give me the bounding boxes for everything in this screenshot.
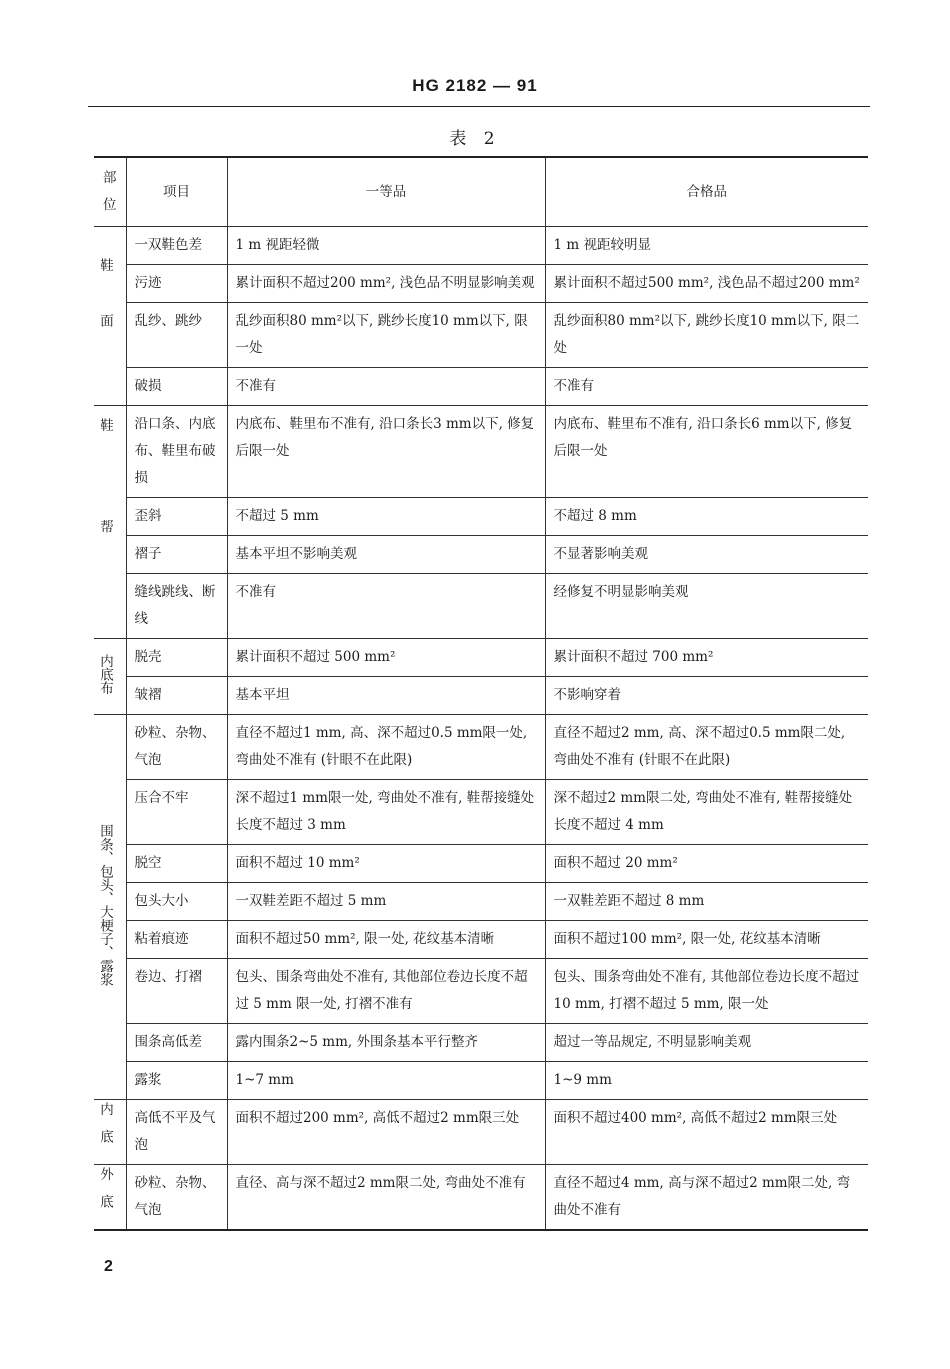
document-header: HG 2182 — 91 (412, 76, 538, 95)
table-row (94, 536, 868, 574)
item-cell: 高低不平及气泡 (126, 1100, 227, 1165)
qualified-cell: 一双鞋差距不超过 8 mm (545, 883, 868, 921)
table-row (94, 368, 868, 406)
qualified-cell: 累计面积不超过 700 mm² (545, 639, 868, 677)
first-grade-cell: 面积不超过50 mm², 限一处, 花纹基本清晰 (227, 921, 545, 959)
part-cell-shoe-upper (94, 227, 126, 406)
table-row (94, 1024, 868, 1062)
qualified-cell: 深不超过2 mm限二处, 弯曲处不准有, 鞋帮接缝处长度不超过 4 mm (545, 780, 868, 845)
item-cell: 包头大小 (126, 883, 227, 921)
part-cell-shoe-vamp (94, 406, 126, 639)
first-grade-cell: 累计面积不超过 500 mm² (227, 639, 545, 677)
first-grade-cell: 不准有 (227, 368, 545, 406)
table-row (94, 1165, 868, 1231)
item-cell: 粘着痕迹 (126, 921, 227, 959)
qualified-cell: 内底布、鞋里布不准有, 沿口条长6 mm以下, 修复后限一处 (545, 406, 868, 498)
first-grade-cell: 露内围条2~5 mm, 外围条基本平行整齐 (227, 1024, 545, 1062)
part-label: 围条、包头、大梗子、露浆 (97, 823, 113, 986)
qualified-cell: 包头、围条弯曲处不准有, 其他部位卷边长度不超过 10 mm, 打褶不超过 5 mm, 限一处 (545, 959, 868, 1024)
table-row (94, 303, 868, 368)
table-row (94, 677, 868, 715)
item-cell: 缝线跳线、断线 (126, 574, 227, 639)
quality-spec-table (94, 156, 868, 1231)
table-row (94, 845, 868, 883)
first-grade-cell: 乱纱面积80 mm²以下, 跳纱长度10 mm以下, 限一处 (227, 303, 545, 368)
item-cell: 露浆 (126, 1062, 227, 1100)
first-grade-cell: 面积不超过 10 mm² (227, 845, 545, 883)
part-cell-insole-cloth (94, 639, 126, 715)
table-title: 表 2 (449, 129, 501, 149)
first-grade-cell: 包头、围条弯曲处不准有, 其他部位卷边长度不超过 5 mm 限一处, 打褶不准有 (227, 959, 545, 1024)
table-row (94, 921, 868, 959)
first-grade-cell: 面积不超过200 mm², 高低不超过2 mm限三处 (227, 1100, 545, 1165)
first-grade-cell: 1 m 视距轻微 (227, 227, 545, 265)
qualified-cell: 不超过 8 mm (545, 498, 868, 536)
item-cell: 压合不牢 (126, 780, 227, 845)
part-label: 内底 (97, 1102, 113, 1157)
item-cell: 破损 (126, 368, 227, 406)
first-grade-cell: 一双鞋差距不超过 5 mm (227, 883, 545, 921)
first-grade-cell: 深不超过1 mm限一处, 弯曲处不准有, 鞋帮接缝处长度不超过 3 mm (227, 780, 545, 845)
column-header-first-grade: 一等品 (227, 157, 545, 227)
first-grade-cell: 基本平坦不影响美观 (227, 536, 545, 574)
table-row (94, 227, 868, 265)
table-row (94, 959, 868, 1024)
qualified-cell: 不显著影响美观 (545, 536, 868, 574)
item-cell: 污迹 (126, 265, 227, 303)
qualified-cell: 1 m 视距较明显 (545, 227, 868, 265)
first-grade-cell: 内底布、鞋里布不准有, 沿口条长3 mm以下, 修复后限一处 (227, 406, 545, 498)
qualified-cell: 不影响穿着 (545, 677, 868, 715)
column-header-item: 项目 (126, 157, 227, 227)
qualified-cell: 面积不超过 20 mm² (545, 845, 868, 883)
item-cell: 卷边、打褶 (126, 959, 227, 1024)
table-row (94, 265, 868, 303)
part-label: 外底 (97, 1167, 113, 1222)
part-cell-outsole (94, 1165, 126, 1231)
part-cell-insole (94, 1100, 126, 1165)
qualified-cell: 乱纱面积80 mm²以下, 跳纱长度10 mm以下, 限二处 (545, 303, 868, 368)
item-cell: 围条高低差 (126, 1024, 227, 1062)
column-header-part: 部位 (94, 157, 126, 227)
qualified-cell: 1~9 mm (545, 1062, 868, 1100)
part-cell-foxing (94, 715, 126, 1100)
first-grade-cell: 不准有 (227, 574, 545, 639)
qualified-cell: 面积不超过400 mm², 高低不超过2 mm限三处 (545, 1100, 868, 1165)
first-grade-cell: 直径、高与深不超过2 mm限二处, 弯曲处不准有 (227, 1165, 545, 1231)
item-cell: 乱纱、跳纱 (126, 303, 227, 368)
item-cell: 皱褶 (126, 677, 227, 715)
item-cell: 脱空 (126, 845, 227, 883)
page-number: 2 (104, 1258, 113, 1275)
item-cell: 砂粒、杂物、气泡 (126, 715, 227, 780)
table-row (94, 639, 868, 677)
first-grade-cell: 基本平坦 (227, 677, 545, 715)
qualified-cell: 经修复不明显影响美观 (545, 574, 868, 639)
column-header-qualified: 合格品 (545, 157, 868, 227)
item-cell: 歪斜 (126, 498, 227, 536)
first-grade-cell: 累计面积不超过200 mm², 浅色品不明显影响美观 (227, 265, 545, 303)
item-cell: 褶子 (126, 536, 227, 574)
qualified-cell: 面积不超过100 mm², 限一处, 花纹基本清晰 (545, 921, 868, 959)
table-row (94, 1100, 868, 1165)
item-cell: 砂粒、杂物、气泡 (126, 1165, 227, 1231)
qualified-cell: 直径不超过2 mm, 高、深不超过0.5 mm限二处, 弯曲处不准有 (针眼不在此限) (545, 715, 868, 780)
item-cell: 沿口条、内底布、鞋里布破损 (126, 406, 227, 498)
table-row (94, 406, 868, 498)
first-grade-cell: 1~7 mm (227, 1062, 545, 1100)
table-header-row (94, 157, 868, 227)
header-divider (88, 106, 870, 107)
table-row (94, 1062, 868, 1100)
part-label: 鞋面 (97, 258, 113, 369)
item-cell: 脱壳 (126, 639, 227, 677)
first-grade-cell: 不超过 5 mm (227, 498, 545, 536)
table-row (94, 883, 868, 921)
qualified-cell: 直径不超过4 mm, 高与深不超过2 mm限二处, 弯曲处不准有 (545, 1165, 868, 1231)
table-row (94, 780, 868, 845)
part-label: 鞋帮 (97, 418, 113, 621)
table-row (94, 574, 868, 639)
table-row (94, 498, 868, 536)
first-grade-cell: 直径不超过1 mm, 高、深不超过0.5 mm限一处, 弯曲处不准有 (针眼不在此限) (227, 715, 545, 780)
item-cell: 一双鞋色差 (126, 227, 227, 265)
part-label: 内底布 (97, 653, 113, 695)
qualified-cell: 累计面积不超过500 mm², 浅色品不超过200 mm² (545, 265, 868, 303)
qualified-cell: 不准有 (545, 368, 868, 406)
qualified-cell: 超过一等品规定, 不明显影响美观 (545, 1024, 868, 1062)
table-row (94, 715, 868, 780)
